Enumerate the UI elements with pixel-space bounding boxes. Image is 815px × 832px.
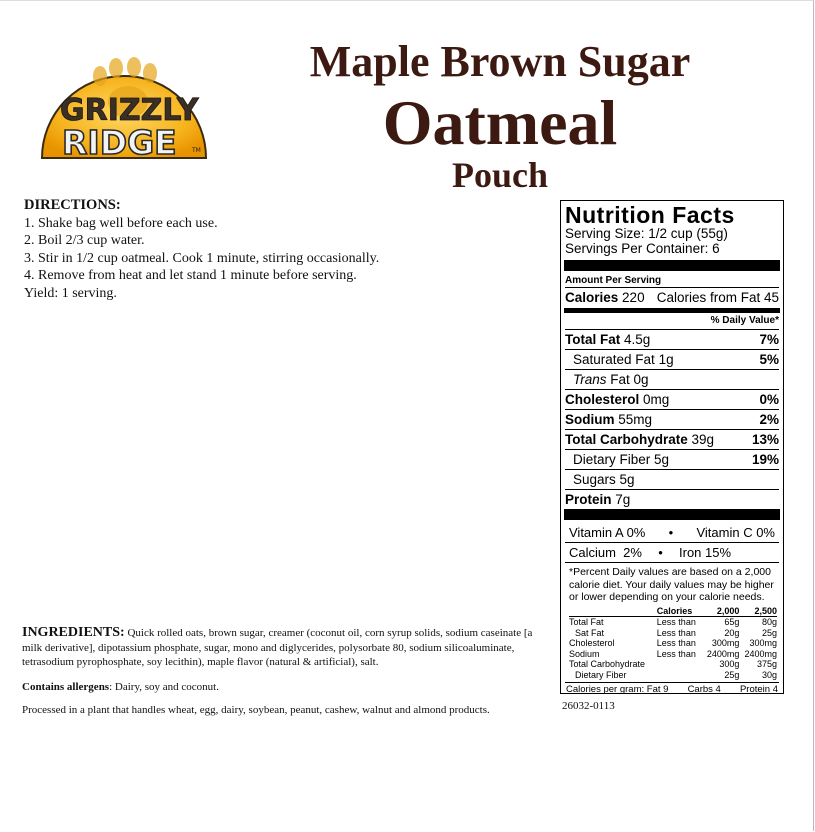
yield-text: Yield: 1 serving. [24,285,117,301]
direction-step: 4. Remove from heat and let stand 1 minute before serving. [24,268,357,283]
direction-step: 1. Shake bag well before each use. [24,215,218,231]
nutrient-row-cholesterol [565,389,779,409]
bullet: • [668,525,674,540]
nutrient-row-trans-fat [565,369,779,389]
table-cell: 25g [761,627,777,638]
per-gram-carbs: Carbs 4 [687,684,721,695]
per-gram-protein: Protein 4 [739,684,778,695]
table-cell: 2400mg [706,648,740,659]
nutrient-label: Total Carbohydrate [565,432,688,447]
allergens-section [22,680,542,694]
nutrient-row-total-fat [565,329,779,349]
table-cell: 300g [719,659,740,669]
calories-label: Calories [565,290,619,305]
nutrient-label: Dietary Fiber [573,452,651,467]
logo-text-grizzly: GRIZZLY [60,93,199,128]
table-row [569,617,777,628]
direction-step: 3. Stir in 1/2 cup oatmeal. Cook 1 minute, stirring occasionally. [24,250,380,266]
calories-from-fat: Calories from Fat 45 [656,290,779,305]
table-cell: 2,500 [739,606,777,617]
table-cell: 65g [724,617,740,627]
direction-step: 2. Boil 2/3 cup water. [24,233,145,248]
grizzly-ridge-logo [30,40,212,180]
table-row [569,670,777,681]
table-cell: Total Fat [569,617,604,627]
ingredients-text: Quick rolled oats, brown sugar, creamer (coconut oil, corn syrup solids, sodium caseinate [a milk derivative], dipotassium phosphate, sugar, mono and diglycerides, polysorbate 80, sodium silicoaluminate, tetrasodium pyrophosphate, soy lecithin), maple flavor (natural & artificial), salt. [22,627,533,668]
table-cell [569,606,657,617]
vitamins-row [565,523,779,542]
nutrient-dv: 7% [759,332,779,347]
bullet: • [658,545,663,560]
table-cell: 300mg [749,638,777,648]
ingredients-heading: INGREDIENTS: [22,625,125,640]
product-code: 26032-0113 [562,700,615,712]
nutrient-label: Total Fat [565,332,621,347]
nutrient-label: Trans [573,372,607,387]
table-cell: 25g [724,669,740,680]
calories-value: 220 [622,290,645,305]
table-cell: 30g [761,669,777,680]
table-cell: Less than [656,648,696,659]
nutrient-amount: 7g [615,492,631,507]
nutrient-amount: 39g [691,432,715,447]
daily-value-footnote: *Percent Daily values are based on a 2,000 calorie diet. Your daily values may be higher or lower depending on your calorie needs. [565,562,779,606]
table-cell: Total Carbohydrate [569,659,646,669]
table-row [569,638,777,649]
calories-row [565,287,779,308]
table-row [569,659,777,670]
table-cell: Dietary Fiber [575,669,627,680]
product-title-line2: Oatmeal [382,87,618,158]
nutrient-amount: 5g [619,472,635,487]
table-cell: Less than [656,638,696,648]
directions-heading: DIRECTIONS: [24,197,121,213]
logo-tm: TM [192,147,201,154]
table-cell: 375g [756,659,777,669]
allergens-text: : Dairy, soy and coconut. [109,681,219,693]
vitamin-a: Vitamin A 0% [569,525,646,540]
nutrient-row-protein [565,489,779,509]
calories-per-gram [565,682,779,697]
table-cell: Cholesterol [569,638,615,648]
nutrient-row-total-carbohydrate [565,429,779,449]
logo-graphic [30,40,212,180]
logo-text-ridge: RIDGE [62,123,177,162]
divider-thick [564,260,780,271]
product-title-line1: Maple Brown Sugar [309,37,691,86]
table-cell: Sodium [569,648,600,659]
amount-per-serving: Amount Per Serving [565,275,662,286]
nutrient-row-saturated-fat [565,349,779,369]
nutrient-label: Sodium [565,412,615,427]
nutrient-dv: 2% [759,412,779,427]
nutrition-facts-panel [560,200,784,694]
nutrient-amount: 55mg [618,412,653,427]
table-cell [657,670,702,681]
minerals-row [565,543,779,562]
nutrient-dv: 13% [751,432,779,447]
calcium: Calcium 2% [569,545,642,560]
divider-thick [564,509,780,520]
nutrient-amount: 1g [658,352,674,367]
daily-value-table [565,606,779,683]
nutrient-label: Saturated Fat [573,352,655,367]
nutrient-amount: 0mg [643,392,670,407]
table-cell: Less than [656,617,696,627]
dv-table-header [569,606,777,617]
nutrition-title: Nutrition Facts [565,202,735,228]
table-cell: 20g [724,627,740,638]
directions-section [24,197,544,302]
nutrient-row-sodium [565,409,779,429]
nutrient-label: Cholesterol [565,392,640,407]
ingredients-section [22,626,542,670]
table-cell: Less than [656,627,696,638]
nutrient-amount: 4.5g [624,332,651,347]
nutrient-dv: 0% [759,392,779,407]
serving-size: Serving Size: 1/2 cup (55g) [565,226,728,241]
table-cell: 80g [761,617,777,627]
nutrient-amount: Fat 0g [610,372,649,387]
table-row [569,628,777,639]
iron: Iron 15% [679,545,732,560]
table-cell: 300mg [711,638,740,648]
table-cell: 2,000 [702,606,740,617]
nutrient-label: Sugars [573,472,616,487]
product-title-line3: Pouch [451,155,548,195]
nutrient-row-sugars [565,469,779,489]
table-cell [657,659,702,670]
nutrient-dv: 5% [759,352,779,367]
table-cell: 2400mg [744,648,777,659]
nutrient-dv: 19% [751,452,779,467]
per-gram-fat: Calories per gram: Fat 9 [566,684,669,695]
allergens-label: Contains allergens [22,681,110,693]
table-cell: Calories [657,606,702,617]
daily-value-header: % Daily Value* [710,315,779,326]
processed-statement: Processed in a plant that handles wheat, egg, dairy, soybean, peanut, cashew, walnut and almond products. [22,704,490,716]
nutrient-row-dietary-fiber [565,449,779,469]
nutrient-amount: 5g [654,452,670,467]
table-row [569,649,777,660]
servings-per-container: Servings Per Container: 6 [565,240,720,256]
table-cell: Sat Fat [575,627,605,638]
nutrient-label: Protein [565,492,612,507]
vitamin-c: Vitamin C 0% [696,525,775,540]
